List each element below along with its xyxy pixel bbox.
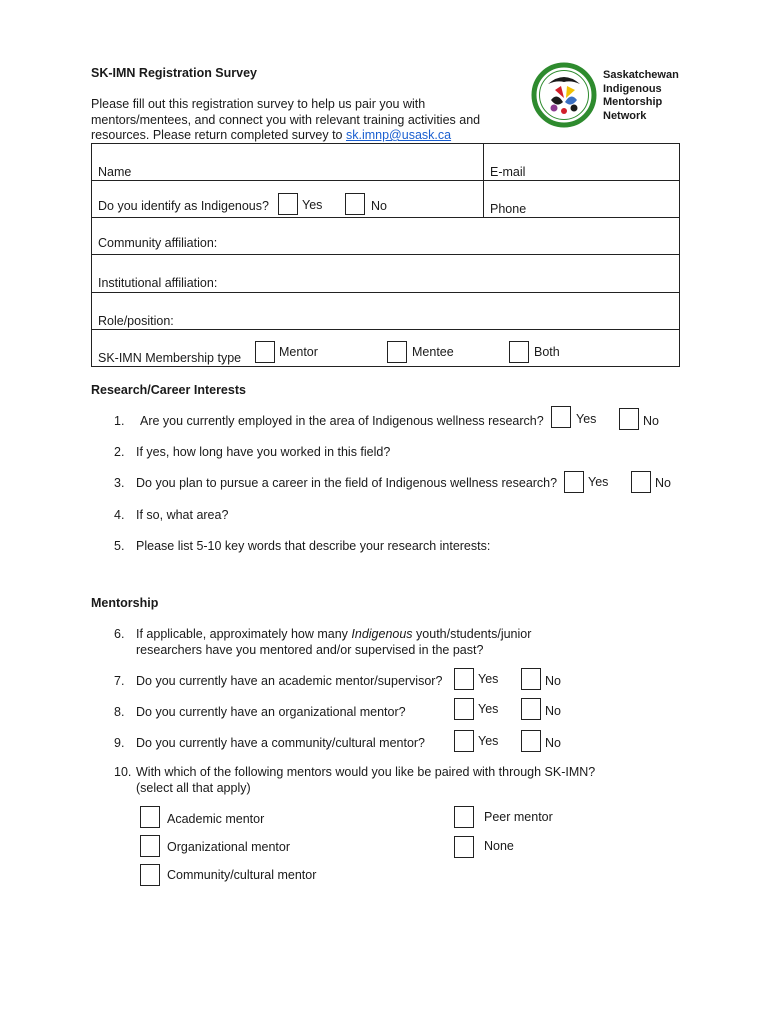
question-2-text: If yes, how long have you worked in this field? (136, 445, 391, 459)
logo-wordmark (603, 69, 679, 123)
membership-mentor-label: Mentor (279, 345, 318, 359)
logo-line-3: Mentorship (603, 96, 663, 108)
intro-text-line-2: mentors/mentees, and connect you with relevant training activities and (91, 113, 481, 127)
table-border-top (91, 143, 680, 144)
question-6-text-line-1 (136, 627, 531, 641)
intro-text-prefix: resources. Please return completed survey to (91, 128, 346, 142)
question-1-yes-label: Yes (576, 412, 597, 426)
academic-mentor-checkbox[interactable] (140, 806, 160, 828)
question-7-yes-checkbox[interactable] (454, 668, 474, 690)
question-1-no-label: No (643, 414, 659, 428)
question-9-yes-label: Yes (478, 734, 499, 748)
question-8-no-label: No (545, 704, 561, 718)
question-3-no-checkbox[interactable] (631, 471, 651, 493)
question-1-text: Are you currently employed in the area of Indigenous wellness research? (140, 414, 544, 428)
table-border-right (679, 143, 680, 367)
question-9-no-label: No (545, 736, 561, 750)
question-9-number: 9. (114, 736, 125, 750)
question-2-number: 2. (114, 445, 125, 459)
question-6-text-post: youth/students/junior (412, 627, 532, 641)
indigenous-yes-label: Yes (302, 198, 323, 212)
question-7-no-label: No (545, 674, 561, 688)
mentorship-section-heading: Mentorship (91, 596, 159, 610)
sk-imn-logo (531, 62, 597, 128)
community-cultural-mentor-checkbox[interactable] (140, 864, 160, 886)
question-3-no-label: No (655, 476, 671, 490)
table-row-divider-4 (91, 292, 680, 293)
none-checkbox[interactable] (454, 836, 474, 858)
indigenous-question-label: Do you identify as Indigenous? (98, 199, 269, 213)
question-4-number: 4. (114, 508, 125, 522)
academic-mentor-label: Academic mentor (167, 812, 265, 826)
question-3-number: 3. (114, 476, 125, 490)
question-8-yes-checkbox[interactable] (454, 698, 474, 720)
table-row-divider-1b (483, 180, 680, 181)
email-link[interactable]: sk.imnp@usask.ca (345, 128, 452, 142)
indigenous-yes-checkbox[interactable] (278, 193, 298, 215)
role-position-label: Role/position: (98, 314, 174, 328)
logo-emblem-icon (531, 62, 597, 128)
logo-line-4: Network (603, 109, 647, 122)
table-row-divider-3 (91, 254, 680, 255)
question-6-text-line-2: researchers have you mentored and/or supervised in the past? (136, 643, 484, 657)
organizational-mentor-checkbox[interactable] (140, 835, 160, 857)
page-title: SK-IMN Registration Survey (91, 66, 258, 80)
intro-text-line-3 (91, 128, 451, 142)
question-5-number: 5. (114, 539, 125, 553)
question-7-text: Do you currently have an academic mentor/supervisor? (136, 674, 443, 688)
question-8-yes-label: Yes (478, 702, 499, 716)
question-8-number: 8. (114, 705, 125, 719)
intro-text-line-1: Please fill out this registration survey to help us pair you with (91, 97, 426, 111)
question-10-text-line-1: With which of the following mentors would you like be paired with through SK-IMN? (136, 765, 596, 779)
question-9-text: Do you currently have a community/cultural mentor? (136, 736, 426, 750)
membership-mentee-checkbox[interactable] (387, 341, 407, 363)
question-10-text-line-2: (select all that apply) (136, 781, 251, 795)
question-9-no-checkbox[interactable] (521, 730, 541, 752)
question-8-no-checkbox[interactable] (521, 698, 541, 720)
question-1-number: 1. (114, 414, 125, 428)
table-border-bottom (91, 366, 680, 367)
table-row-divider-1a (91, 180, 483, 181)
table-row-divider-5 (91, 329, 680, 330)
institutional-affiliation-label: Institutional affiliation: (98, 276, 218, 290)
logo-line-2: Indigenous (603, 82, 662, 95)
question-1-no-checkbox[interactable] (619, 408, 639, 430)
none-label: None (484, 839, 514, 853)
membership-type-label: SK-IMN Membership type (98, 351, 242, 365)
community-affiliation-label: Community affiliation: (98, 236, 218, 250)
question-1-yes-checkbox[interactable] (551, 406, 571, 428)
email-label: E-mail (490, 165, 526, 179)
question-5-text: Please list 5-10 key words that describe your research interests: (136, 539, 491, 553)
question-6-number: 6. (114, 627, 125, 641)
question-7-no-checkbox[interactable] (521, 668, 541, 690)
question-10-number: 10. (114, 765, 132, 779)
table-border-left (91, 143, 92, 367)
table-row-divider-2 (91, 217, 680, 218)
community-cultural-mentor-label: Community/cultural mentor (167, 868, 317, 882)
phone-label: Phone (490, 202, 527, 216)
question-6-text-pre: If applicable, approximately how many (136, 627, 352, 641)
question-8-text: Do you currently have an organizational mentor? (136, 705, 406, 719)
membership-mentor-checkbox[interactable] (255, 341, 275, 363)
research-section-heading: Research/Career Interests (91, 383, 246, 397)
question-4-text: If so, what area? (136, 508, 229, 522)
indigenous-no-checkbox[interactable] (345, 193, 365, 215)
question-9-yes-checkbox[interactable] (454, 730, 474, 752)
question-3-yes-label: Yes (588, 475, 609, 489)
logo-line-1: Saskatchewan (603, 69, 679, 81)
question-3-yes-checkbox[interactable] (564, 471, 584, 493)
question-6-emphasis: Indigenous (351, 627, 413, 641)
membership-mentee-label: Mentee (412, 345, 454, 359)
name-label: Name (98, 165, 132, 179)
peer-mentor-checkbox[interactable] (454, 806, 474, 828)
indigenous-no-label: No (371, 199, 387, 213)
question-3-text: Do you plan to pursue a career in the field of Indigenous wellness research? (136, 476, 558, 490)
peer-mentor-label: Peer mentor (484, 810, 553, 824)
question-7-yes-label: Yes (478, 672, 499, 686)
organizational-mentor-label: Organizational mentor (167, 840, 290, 854)
membership-both-label: Both (534, 345, 560, 359)
membership-both-checkbox[interactable] (509, 341, 529, 363)
question-7-number: 7. (114, 674, 125, 688)
